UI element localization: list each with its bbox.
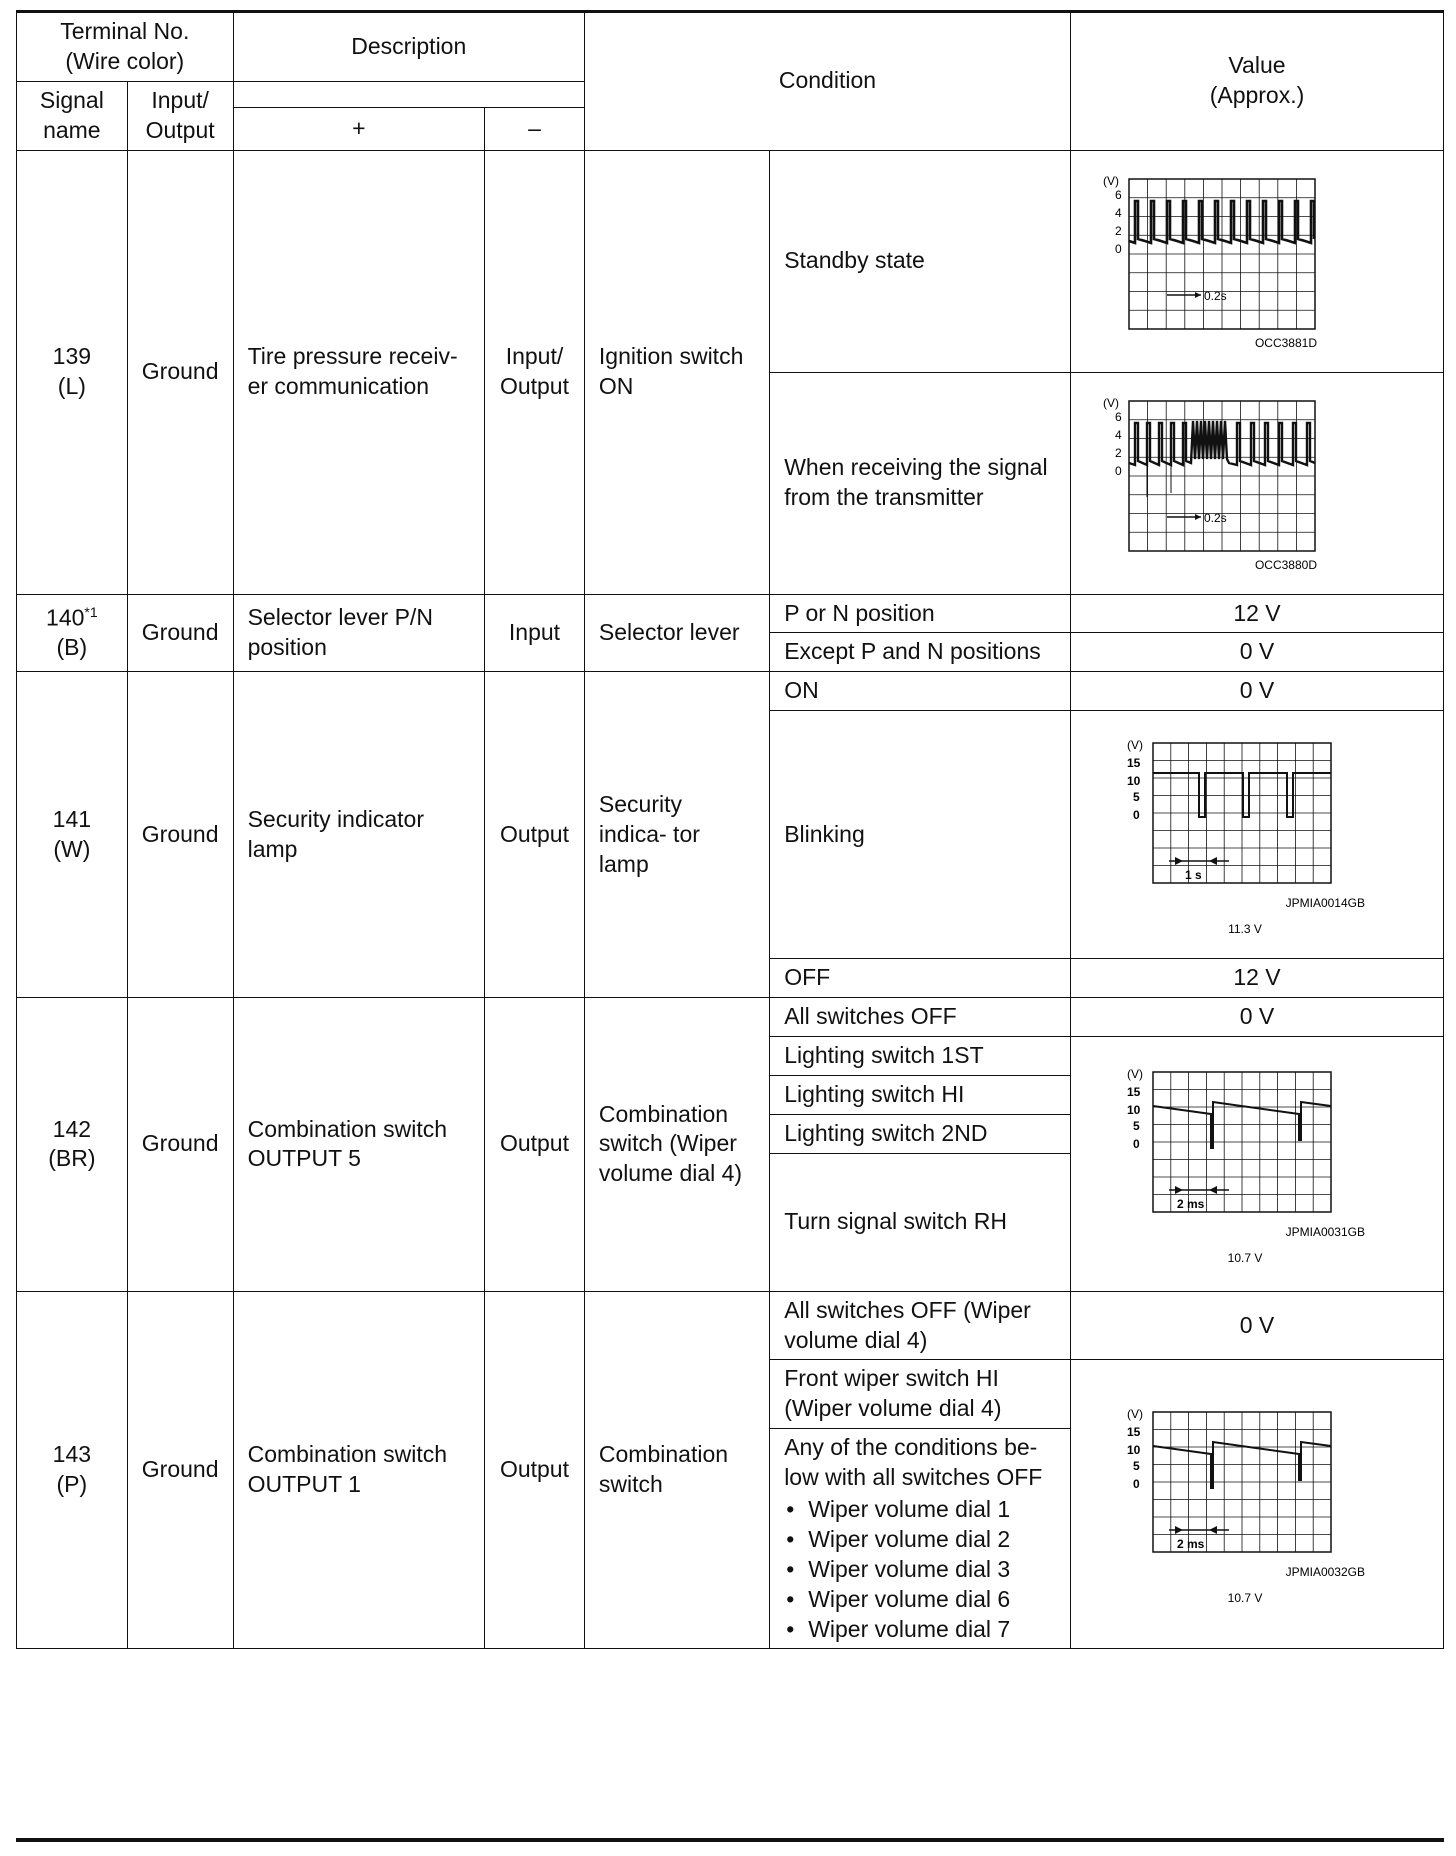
sub-condition: Standby state (770, 150, 1071, 372)
terminal-number-text: 140 (46, 604, 85, 631)
signal-143: Combination switch OUTPUT 1 (233, 1291, 484, 1649)
list-item: • Wiper volume dial 2 (784, 1525, 1056, 1555)
header-signal-name: Signal name (17, 81, 128, 150)
y-tick: 15 (1126, 1084, 1141, 1099)
signal-140: Selector lever P/N position (233, 594, 484, 672)
arrow-head (1209, 1526, 1217, 1534)
y-tick: 10 (1126, 773, 1141, 788)
sub-condition: All switches OFF (Wiper volume dial 4) (770, 1291, 1071, 1360)
arrow-head (1175, 1526, 1183, 1534)
wire-color: (B) (56, 634, 88, 661)
time-division: 0.2s (1203, 511, 1227, 526)
minus-140: Ground (127, 594, 233, 672)
sub-condition: P or N position (770, 594, 1071, 633)
figure-id: JPMIA0032GB (1285, 1565, 1365, 1580)
list-item: • Wiper volume dial 7 (784, 1615, 1056, 1645)
header-wire-color-text: (Wire color) (65, 47, 185, 74)
header-condition: Condition (584, 13, 1070, 151)
sub-condition: Lighting switch HI (770, 1075, 1071, 1114)
y-tick: 0 (1132, 1477, 1140, 1492)
condition-140: Selector lever (584, 594, 769, 672)
io-142: Output (485, 998, 585, 1292)
y-tick: 4 (1114, 428, 1122, 443)
approx-value: 10.7 V (1227, 1591, 1263, 1605)
value-cell (1070, 1037, 1443, 1292)
y-tick: 4 (1114, 206, 1122, 221)
sub-condition-text: Any of the conditions be- low with all switches OFF (784, 1434, 1043, 1491)
bottom-rule (16, 1838, 1444, 1842)
wire-color: (P) (56, 1471, 88, 1498)
value-cell (1070, 711, 1443, 959)
condition-143: Combination switch (584, 1291, 769, 1649)
y-unit: (V) (1126, 737, 1143, 752)
arrow-head (1195, 514, 1201, 520)
terminal-140 (17, 594, 128, 672)
y-tick: 0 (1132, 1136, 1140, 1151)
value-cell: 0 V (1070, 998, 1443, 1037)
y-tick: 6 (1114, 188, 1122, 203)
condition-141: Security indica- tor lamp (584, 672, 769, 998)
time-division: 2 ms (1176, 1196, 1205, 1211)
minus-143: Ground (127, 1291, 233, 1649)
header-input-output: Input/ Output (127, 81, 233, 150)
oscilloscope-jpmia0032gb (1085, 1404, 1429, 1604)
header-value (1070, 13, 1443, 151)
y-tick: 10 (1126, 1443, 1141, 1458)
minus-142: Ground (127, 998, 233, 1292)
arrow-head (1195, 292, 1201, 298)
value-cell: 0 V (1070, 1291, 1443, 1360)
y-tick: 6 (1114, 410, 1122, 425)
minus-139: Ground (127, 150, 233, 594)
terminal-number: 141 (52, 805, 92, 832)
oscilloscope-occ3880d (1085, 393, 1429, 573)
sub-condition: Lighting switch 2ND (770, 1114, 1071, 1153)
waveform-output5 (1085, 1064, 1365, 1264)
scope-grid (1129, 179, 1315, 329)
sub-condition: All switches OFF (770, 998, 1071, 1037)
arrow-head (1209, 1186, 1217, 1194)
time-division: 0.2s (1203, 289, 1227, 304)
terminal-143 (17, 1291, 128, 1649)
oscilloscope-jpmia0014gb (1085, 735, 1429, 935)
oscilloscope-occ3881d (1085, 171, 1429, 351)
sub-condition: Front wiper switch HI (Wiper volume dial 4) (770, 1360, 1071, 1429)
value-cell: 0 V (1070, 672, 1443, 711)
sub-condition: Lighting switch 1ST (770, 1037, 1071, 1076)
y-unit: (V) (1102, 396, 1119, 411)
y-tick: 15 (1126, 1425, 1141, 1440)
wiper-dial-list (784, 1495, 1056, 1644)
y-tick: 0 (1114, 464, 1122, 479)
waveform-receiving (1085, 393, 1325, 573)
y-tick: 0 (1132, 807, 1140, 822)
waveform-trace (1153, 773, 1331, 817)
terminal-139 (17, 150, 128, 594)
io-140: Input (485, 594, 585, 672)
figure-id: OCC3881D (1254, 336, 1317, 351)
y-tick: 0 (1114, 242, 1122, 257)
value-cell (1070, 1360, 1443, 1649)
oscilloscope-jpmia0031gb (1085, 1064, 1429, 1264)
arrow-head (1175, 857, 1183, 865)
y-tick: 2 (1114, 224, 1122, 239)
value-cell: 0 V (1070, 633, 1443, 672)
waveform-blinking (1085, 735, 1365, 935)
sub-condition: When receiving the signal from the transmitter (770, 372, 1071, 594)
y-unit: (V) (1102, 174, 1119, 189)
arrow-head (1209, 857, 1217, 865)
y-unit: (V) (1126, 1066, 1143, 1081)
condition-142: Combination switch (Wiper volume dial 4) (584, 998, 769, 1292)
y-tick: 2 (1114, 446, 1122, 461)
terminal-number: 139 (52, 343, 92, 370)
signal-141: Security indicator lamp (233, 672, 484, 998)
waveform-output1 (1085, 1404, 1365, 1604)
waveform-trace (1129, 201, 1314, 243)
figure-id: OCC3880D (1254, 558, 1317, 573)
y-tick: 10 (1126, 1102, 1141, 1117)
waveform-standby (1085, 171, 1325, 351)
terminal-number (31, 603, 113, 634)
time-division: 2 ms (1176, 1537, 1205, 1552)
waveform-trace (1129, 421, 1315, 465)
figure-id: JPMIA0031GB (1285, 1224, 1365, 1239)
y-unit: (V) (1126, 1407, 1143, 1422)
sub-condition: OFF (770, 959, 1071, 998)
y-tick: 15 (1126, 755, 1141, 770)
header-terminal-no (17, 13, 234, 82)
header-description: Description (233, 13, 584, 82)
wire-color: (L) (57, 373, 86, 400)
header-plus: + (233, 108, 484, 151)
list-item: • Wiper volume dial 1 (784, 1495, 1056, 1525)
y-tick: 5 (1132, 1459, 1140, 1474)
wire-color: (BR) (48, 1145, 96, 1172)
terminal-spec-table (16, 12, 1444, 1649)
figure-id: JPMIA0014GB (1285, 895, 1365, 910)
list-item: • Wiper volume dial 3 (784, 1555, 1056, 1585)
terminal-142 (17, 998, 128, 1292)
terminal-141 (17, 672, 128, 998)
header-value-text: Value (1228, 52, 1286, 79)
header-terminal-no-text: Terminal No. (60, 18, 190, 44)
approx-value: 10.7 V (1227, 1250, 1263, 1264)
wire-color: (W) (53, 835, 91, 862)
sub-condition: Blinking (770, 711, 1071, 959)
io-141: Output (485, 672, 585, 998)
y-tick: 5 (1132, 789, 1140, 804)
signal-142: Combination switch OUTPUT 5 (233, 998, 484, 1292)
footnote-mark: *1 (84, 603, 98, 620)
approx-value: 11.3 V (1228, 921, 1262, 935)
time-division: 1 s (1184, 867, 1202, 882)
sub-condition: Except P and N positions (770, 633, 1071, 672)
terminal-number: 143 (52, 1441, 92, 1468)
header-minus: – (485, 108, 585, 151)
sub-condition: Turn signal switch RH (770, 1153, 1071, 1291)
io-143: Output (485, 1291, 585, 1649)
value-cell (1070, 372, 1443, 594)
arrow-head (1175, 1186, 1183, 1194)
list-item: • Wiper volume dial 6 (784, 1585, 1056, 1615)
header-approx-text: (Approx.) (1209, 82, 1305, 109)
value-cell: 12 V (1070, 594, 1443, 633)
y-tick: 5 (1132, 1118, 1140, 1133)
sub-condition (770, 1429, 1071, 1649)
io-139: Input/ Output (485, 150, 585, 594)
value-cell: 12 V (1070, 959, 1443, 998)
signal-139: Tire pressure receiv- er communication (233, 150, 484, 594)
terminal-number: 142 (52, 1115, 92, 1142)
minus-141: Ground (127, 672, 233, 998)
sub-condition: ON (770, 672, 1071, 711)
value-cell (1070, 150, 1443, 372)
condition-139: Ignition switch ON (584, 150, 769, 594)
